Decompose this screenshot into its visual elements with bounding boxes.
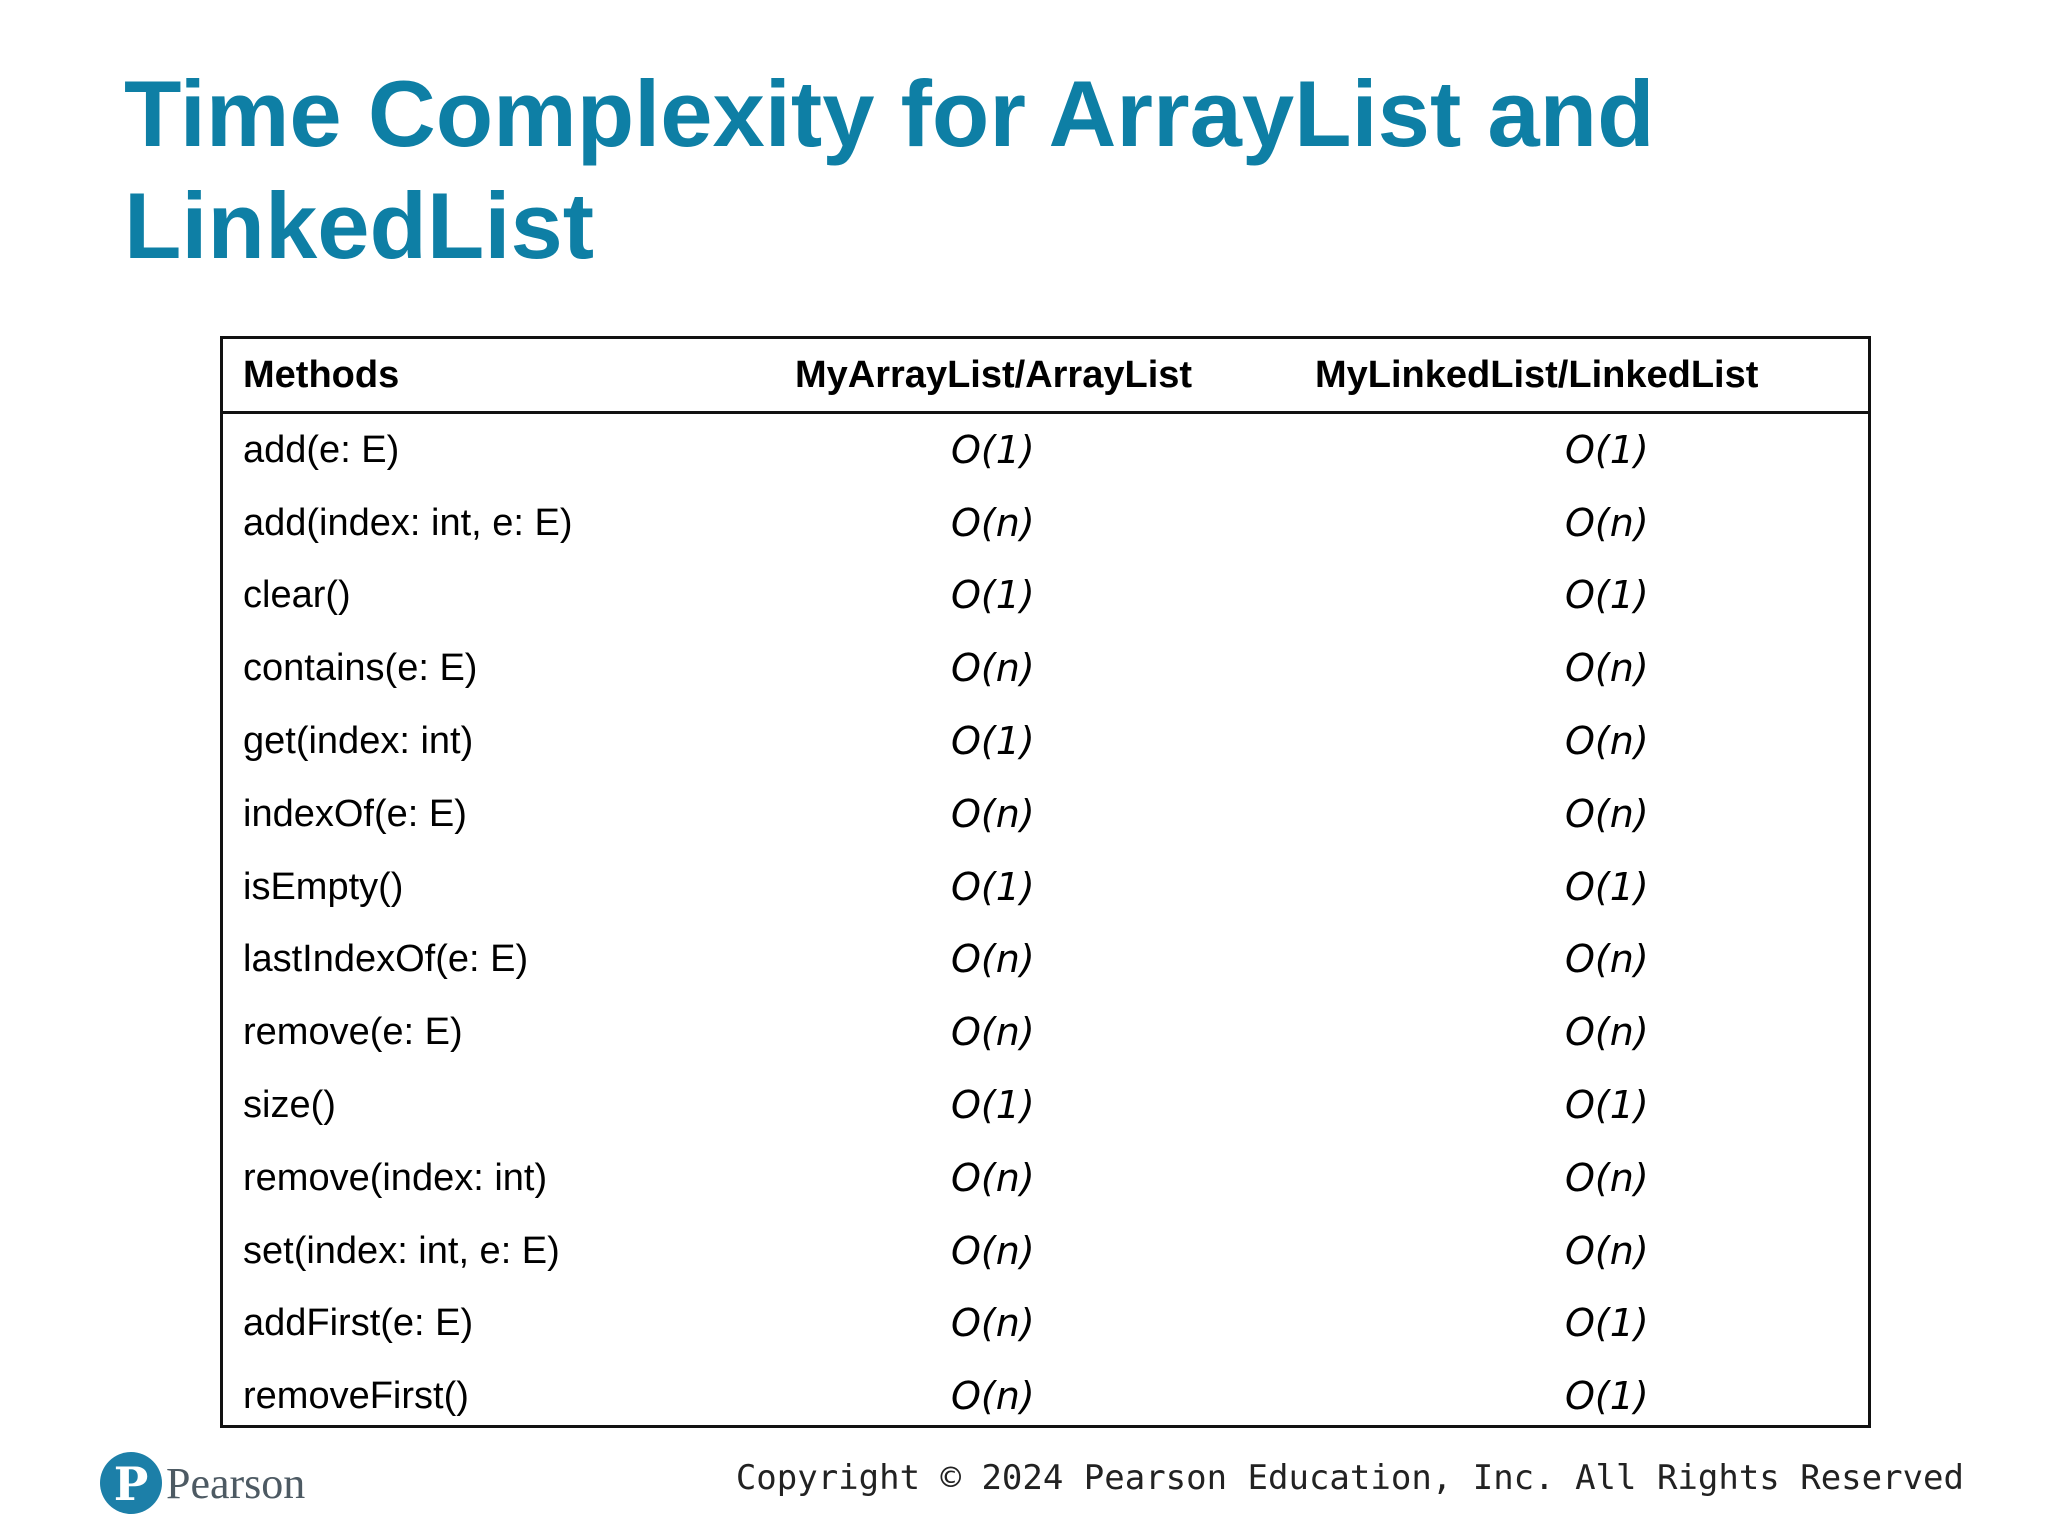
method-name: lastIndexOf(e: E) bbox=[243, 938, 529, 981]
arraylist-complexity-cell bbox=[783, 632, 1303, 705]
linkedlist-complexity: O(1) bbox=[1565, 573, 1649, 618]
arraylist-complexity-cell bbox=[783, 1360, 1303, 1433]
method-name: removeFirst() bbox=[243, 1375, 469, 1418]
linkedlist-complexity-cell bbox=[1303, 996, 1868, 1069]
table-row bbox=[223, 413, 1868, 487]
method-name: clear() bbox=[243, 574, 351, 617]
complexity-table-grid bbox=[223, 339, 1868, 1433]
linkedlist-complexity-cell bbox=[1303, 632, 1868, 705]
arraylist-complexity: O(1) bbox=[951, 1083, 1035, 1128]
method-name: remove(index: int) bbox=[243, 1156, 548, 1199]
linkedlist-complexity: O(n) bbox=[1565, 1155, 1649, 1200]
linkedlist-complexity: O(1) bbox=[1565, 1374, 1649, 1419]
linkedlist-complexity: O(1) bbox=[1565, 427, 1649, 472]
linkedlist-complexity: O(n) bbox=[1565, 937, 1649, 982]
linkedlist-complexity-cell bbox=[1303, 413, 1868, 487]
method-name: indexOf(e: E) bbox=[243, 792, 467, 835]
arraylist-complexity-cell bbox=[783, 560, 1303, 633]
linkedlist-complexity-cell bbox=[1303, 1142, 1868, 1215]
table-row bbox=[223, 1142, 1868, 1215]
arraylist-complexity: O(1) bbox=[951, 864, 1035, 909]
arraylist-complexity: O(n) bbox=[951, 646, 1035, 691]
method-name: add(e: E) bbox=[243, 428, 400, 471]
method-name: size() bbox=[243, 1084, 336, 1127]
linkedlist-complexity-cell bbox=[1303, 1360, 1868, 1433]
linkedlist-complexity-cell bbox=[1303, 560, 1868, 633]
linkedlist-complexity: O(n) bbox=[1565, 719, 1649, 764]
arraylist-complexity: O(n) bbox=[951, 937, 1035, 982]
arraylist-complexity: O(n) bbox=[951, 791, 1035, 836]
arraylist-complexity: O(1) bbox=[951, 719, 1035, 764]
linkedlist-complexity: O(1) bbox=[1565, 1083, 1649, 1128]
arraylist-complexity-cell bbox=[783, 413, 1303, 487]
table-row bbox=[223, 1215, 1868, 1288]
arraylist-complexity: O(n) bbox=[951, 1228, 1035, 1273]
method-name: set(index: int, e: E) bbox=[243, 1229, 560, 1272]
arraylist-complexity-cell bbox=[783, 1142, 1303, 1215]
table-body bbox=[223, 413, 1868, 1434]
linkedlist-complexity: O(1) bbox=[1565, 1301, 1649, 1346]
arraylist-complexity-cell bbox=[783, 996, 1303, 1069]
arraylist-complexity-cell bbox=[783, 487, 1303, 560]
linkedlist-complexity: O(n) bbox=[1565, 1228, 1649, 1273]
table-row bbox=[223, 851, 1868, 924]
arraylist-complexity: O(1) bbox=[951, 427, 1035, 472]
arraylist-complexity-cell bbox=[783, 924, 1303, 997]
linkedlist-complexity-cell bbox=[1303, 924, 1868, 997]
linkedlist-complexity: O(n) bbox=[1565, 646, 1649, 691]
table-row bbox=[223, 487, 1868, 560]
arraylist-complexity-cell bbox=[783, 1288, 1303, 1361]
linkedlist-complexity-cell bbox=[1303, 1069, 1868, 1142]
table-row bbox=[223, 778, 1868, 851]
linkedlist-complexity-cell bbox=[1303, 705, 1868, 778]
arraylist-complexity: O(1) bbox=[951, 573, 1035, 618]
slide-title: Time Complexity for ArrayList and LinkedList bbox=[124, 61, 1655, 278]
arraylist-complexity: O(n) bbox=[951, 500, 1035, 545]
method-name: isEmpty() bbox=[243, 865, 404, 908]
table-row bbox=[223, 924, 1868, 997]
header-linkedlist: MyLinkedList/LinkedList bbox=[1303, 339, 1868, 413]
table-row bbox=[223, 1360, 1868, 1433]
table-header-row bbox=[223, 339, 1868, 413]
linkedlist-complexity-cell bbox=[1303, 1215, 1868, 1288]
method-name: get(index: int) bbox=[243, 720, 474, 763]
arraylist-complexity: O(n) bbox=[951, 1301, 1035, 1346]
method-name: remove(e: E) bbox=[243, 1011, 463, 1054]
table-row bbox=[223, 632, 1868, 705]
linkedlist-complexity-cell bbox=[1303, 778, 1868, 851]
linkedlist-complexity-cell bbox=[1303, 1288, 1868, 1361]
copyright-notice: Copyright © 2024 Pearson Education, Inc. All Rights Reserved bbox=[735, 1458, 1964, 1498]
linkedlist-complexity-cell bbox=[1303, 851, 1868, 924]
arraylist-complexity-cell bbox=[783, 1215, 1303, 1288]
linkedlist-complexity: O(n) bbox=[1565, 791, 1649, 836]
linkedlist-complexity-cell bbox=[1303, 487, 1868, 560]
arraylist-complexity-cell bbox=[783, 851, 1303, 924]
arraylist-complexity-cell bbox=[783, 1069, 1303, 1142]
linkedlist-complexity: O(1) bbox=[1565, 864, 1649, 909]
method-name: addFirst(e: E) bbox=[243, 1302, 474, 1345]
pearson-logo bbox=[96, 1452, 366, 1528]
arraylist-complexity: O(n) bbox=[951, 1155, 1035, 1200]
header-arraylist: MyArrayList/ArrayList bbox=[783, 339, 1303, 413]
table-row bbox=[223, 1288, 1868, 1361]
arraylist-complexity-cell bbox=[783, 778, 1303, 851]
table-row bbox=[223, 560, 1868, 633]
table-row bbox=[223, 1069, 1868, 1142]
arraylist-complexity: O(n) bbox=[951, 1010, 1035, 1055]
arraylist-complexity-cell bbox=[783, 705, 1303, 778]
pearson-logo-text: Pearson bbox=[166, 1459, 306, 1508]
linkedlist-complexity: O(n) bbox=[1565, 1010, 1649, 1055]
table-row bbox=[223, 705, 1868, 778]
header-methods: Methods bbox=[223, 339, 783, 413]
linkedlist-complexity: O(n) bbox=[1565, 500, 1649, 545]
table-row bbox=[223, 996, 1868, 1069]
pearson-logo-letter: P bbox=[113, 1457, 149, 1511]
method-name: add(index: int, e: E) bbox=[243, 501, 573, 544]
method-name: contains(e: E) bbox=[243, 647, 478, 690]
arraylist-complexity: O(n) bbox=[951, 1374, 1035, 1419]
complexity-table bbox=[220, 336, 1871, 1428]
